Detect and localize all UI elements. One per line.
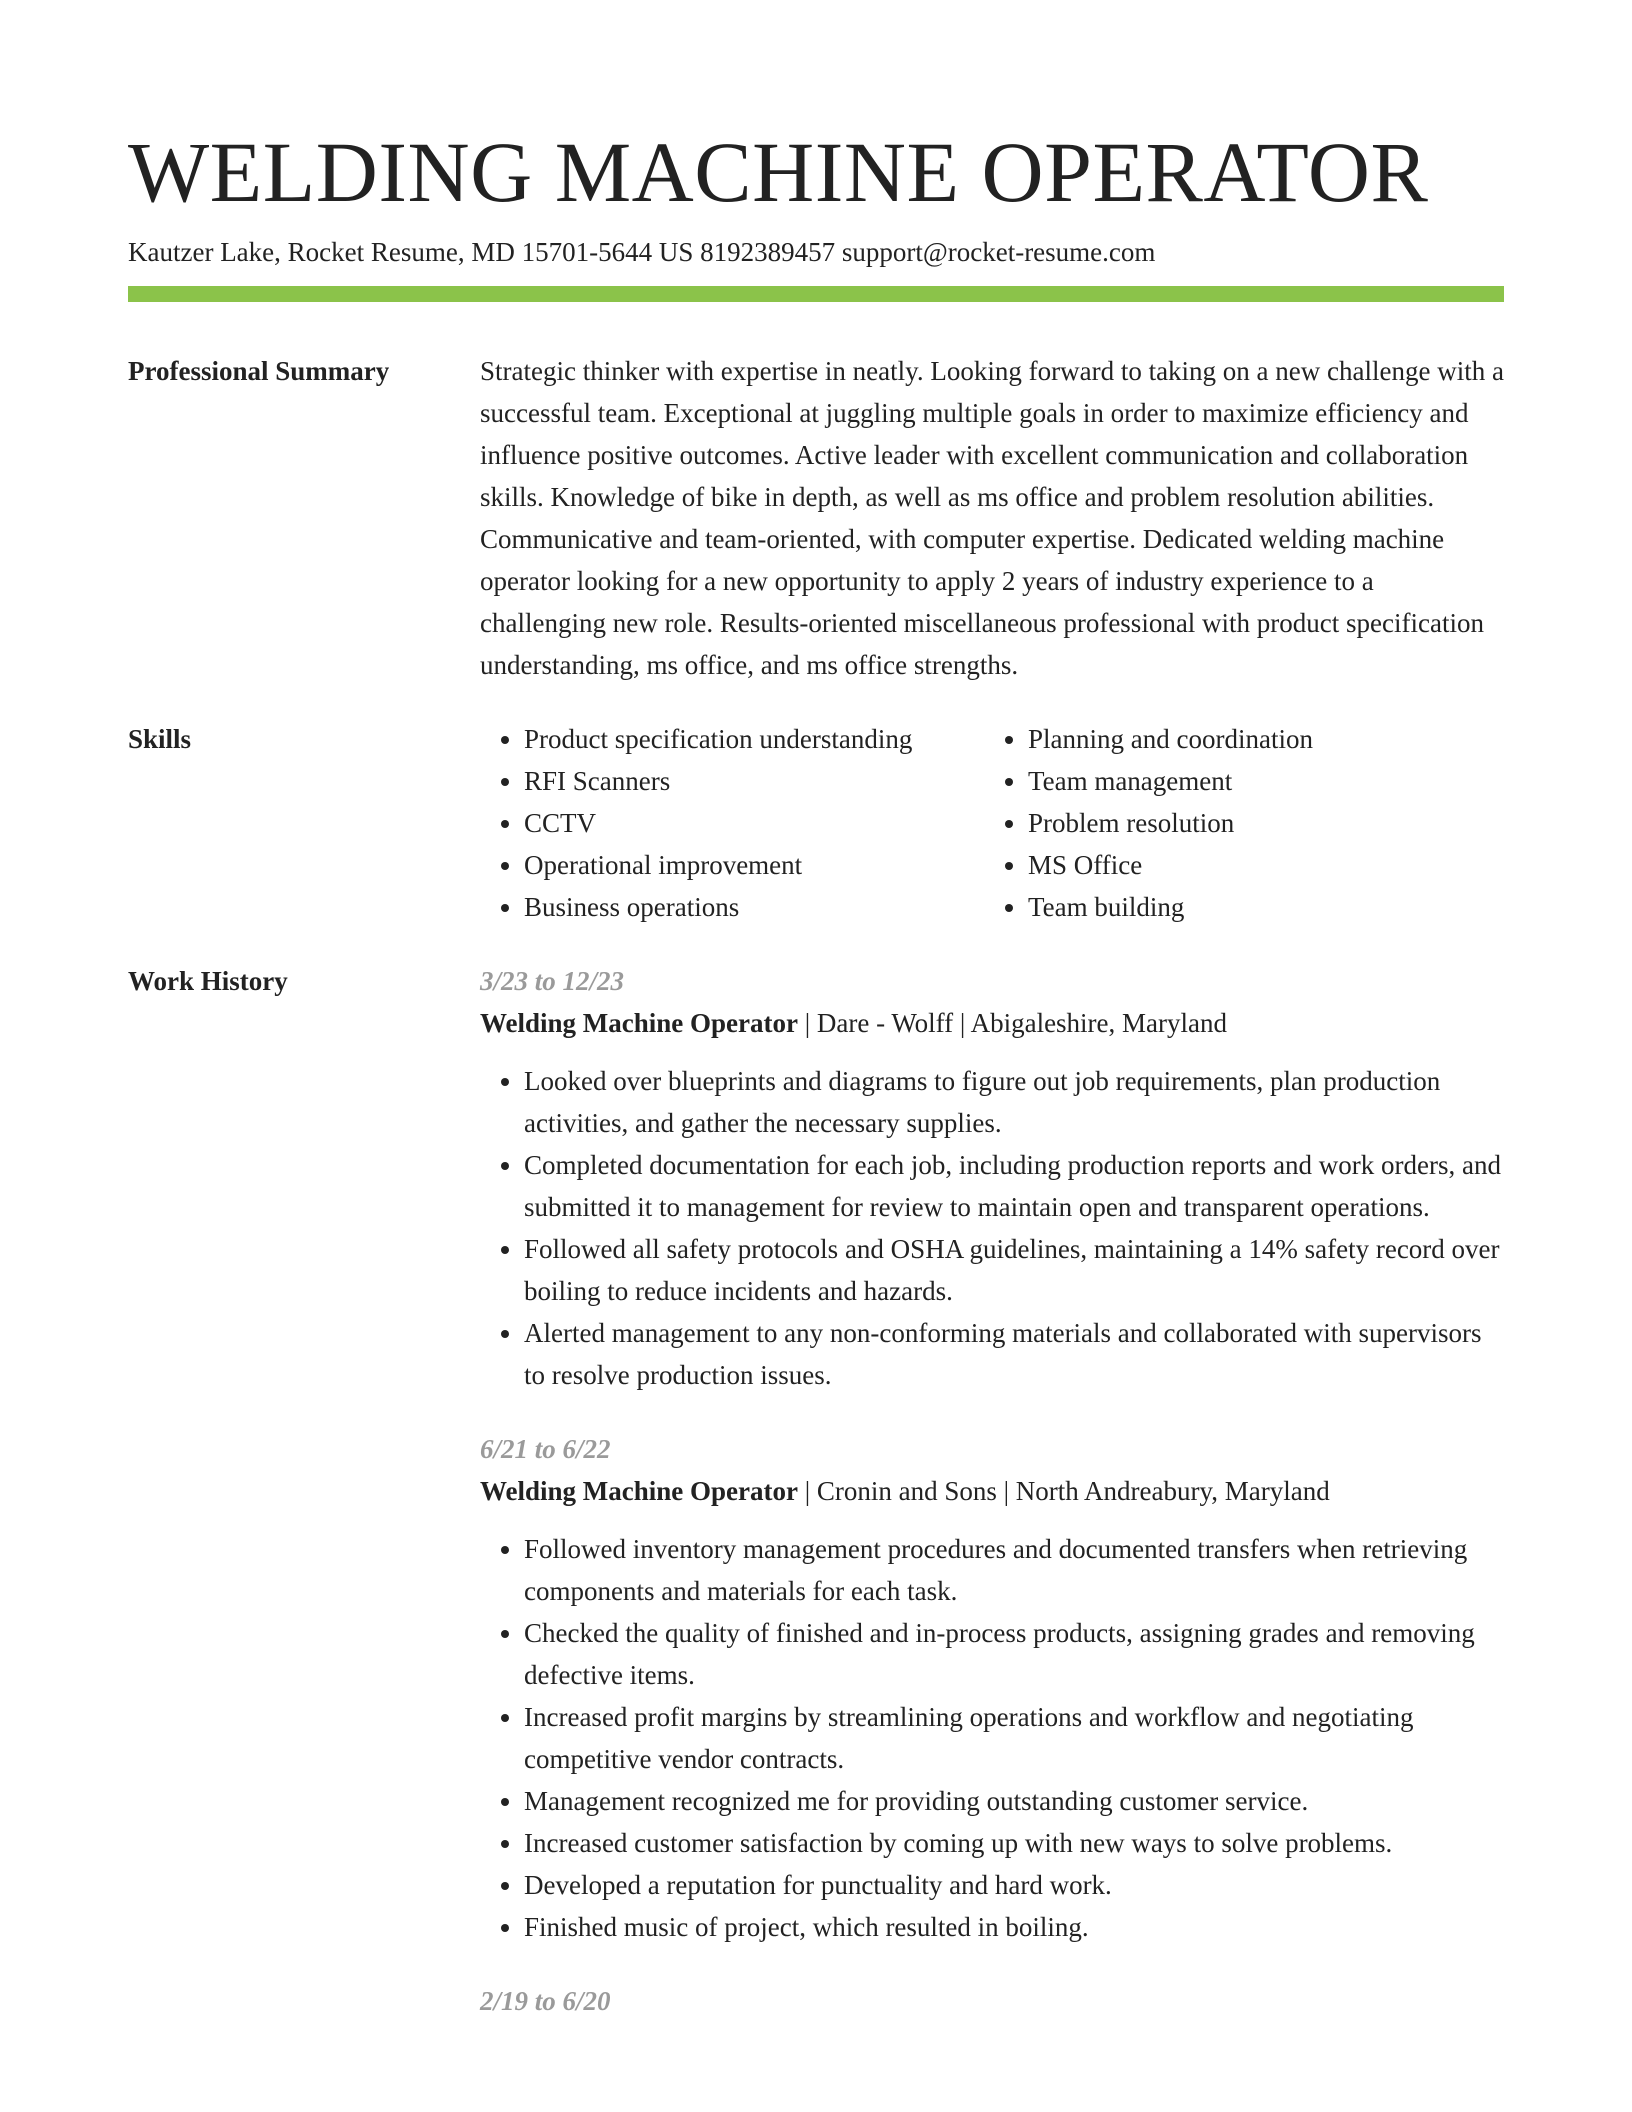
job-header (480, 1470, 1504, 1512)
skill-item: • Planning and coordination (1028, 718, 1313, 760)
skills-list-right (984, 718, 1313, 928)
job-employer-location: | Dare - Wolff | Abigaleshire, Maryland (797, 1008, 1228, 1038)
job-bullets (480, 1060, 1504, 1396)
skills-grid (480, 718, 1504, 928)
job-entry (480, 1428, 1504, 1948)
skills-section (128, 718, 1504, 928)
candidate-name: WELDING MACHINE OPERATOR (128, 124, 1429, 220)
skill-item: • RFI Scanners (524, 760, 984, 802)
work-history-section (128, 960, 1504, 2054)
skill-item: • Problem resolution (1028, 802, 1313, 844)
skill-item: • Business operations (524, 886, 984, 928)
section-label-skills: Skills (128, 724, 192, 754)
skill-item: • CCTV (524, 802, 984, 844)
skill-item: • Operational improvement (524, 844, 984, 886)
job-employer-location: | Cronin and Sons | North Andreabury, Maryland (797, 1476, 1330, 1506)
skills-list-left (480, 718, 984, 928)
job-header (480, 1002, 1504, 1044)
summary-text: Strategic thinker with expertise in neatly. Looking forward to taking on a new challenge with a successful team. Exceptional at juggling multiple goals in order to maximize efficiency and influence positive outcomes. Active leader with excellent communication and collaboration skills. Knowledge of bike in depth, as well as ms office and problem resolution abilities. Communicative and team-oriented, with computer expertise. Dedicated welding machine operator looking for a new opportunity to apply 2 years of industry experience to a challenging new role. Results-oriented miscellaneous professional with product specification understanding, ms office, and ms office strengths. (480, 356, 1504, 680)
job-bullet: • Developed a reputation for punctuality and hard work. (524, 1864, 1504, 1906)
accent-divider (128, 286, 1504, 302)
job-dates: 6/21 to 6/22 (480, 1434, 611, 1464)
job-dates: 3/23 to 12/23 (480, 966, 625, 996)
job-title: Welding Machine Operator (480, 1476, 798, 1506)
skill-item: • Team management (1028, 760, 1313, 802)
job-title: Welding Machine Operator (480, 1008, 798, 1038)
professional-summary-section (128, 350, 1504, 686)
resume-page (128, 120, 1504, 2054)
job-bullet: • Looked over blueprints and diagrams to figure out job requirements, plan production activities, and gather the necessary supplies. (524, 1060, 1504, 1144)
job-bullet: • Completed documentation for each job, including production reports and work orders, and submitted it to management for review to maintain open and transparent operations. (524, 1144, 1504, 1228)
job-bullet: • Checked the quality of finished and in-process products, assigning grades and removing defective items. (524, 1612, 1504, 1696)
job-bullet: • Management recognized me for providing outstanding customer service. (524, 1780, 1504, 1822)
job-bullet: • Alerted management to any non-conforming materials and collaborated with supervisors to resolve production issues. (524, 1312, 1504, 1396)
job-entry (480, 960, 1504, 1396)
skill-item: • Product specification understanding (524, 718, 984, 760)
work-history-list (480, 960, 1504, 2054)
job-bullet: • Finished music of project, which resulted in boiling. (524, 1906, 1504, 1948)
skill-item: • Team building (1028, 886, 1313, 928)
job-bullet: • Followed inventory management procedures and documented transfers when retrieving components and materials for each task. (524, 1528, 1504, 1612)
job-dates: 2/19 to 6/20 (480, 1986, 611, 2016)
job-bullets (480, 1528, 1504, 1948)
skill-item: • MS Office (1028, 844, 1313, 886)
section-label-summary: Professional Summary (128, 356, 390, 386)
job-entry (480, 1980, 1504, 2022)
job-bullet: • Increased profit margins by streamlining operations and workflow and negotiating competitive vendor contracts. (524, 1696, 1504, 1780)
job-bullet: • Increased customer satisfaction by coming up with new ways to solve problems. (524, 1822, 1504, 1864)
contact-line: Kautzer Lake, Rocket Resume, MD 15701-5644 US 8192389457 support@rocket-resume.com (128, 237, 1156, 267)
job-bullet: • Followed all safety protocols and OSHA guidelines, maintaining a 14% safety record over boiling to reduce incidents and hazards. (524, 1228, 1504, 1312)
section-label-work: Work History (128, 966, 288, 996)
